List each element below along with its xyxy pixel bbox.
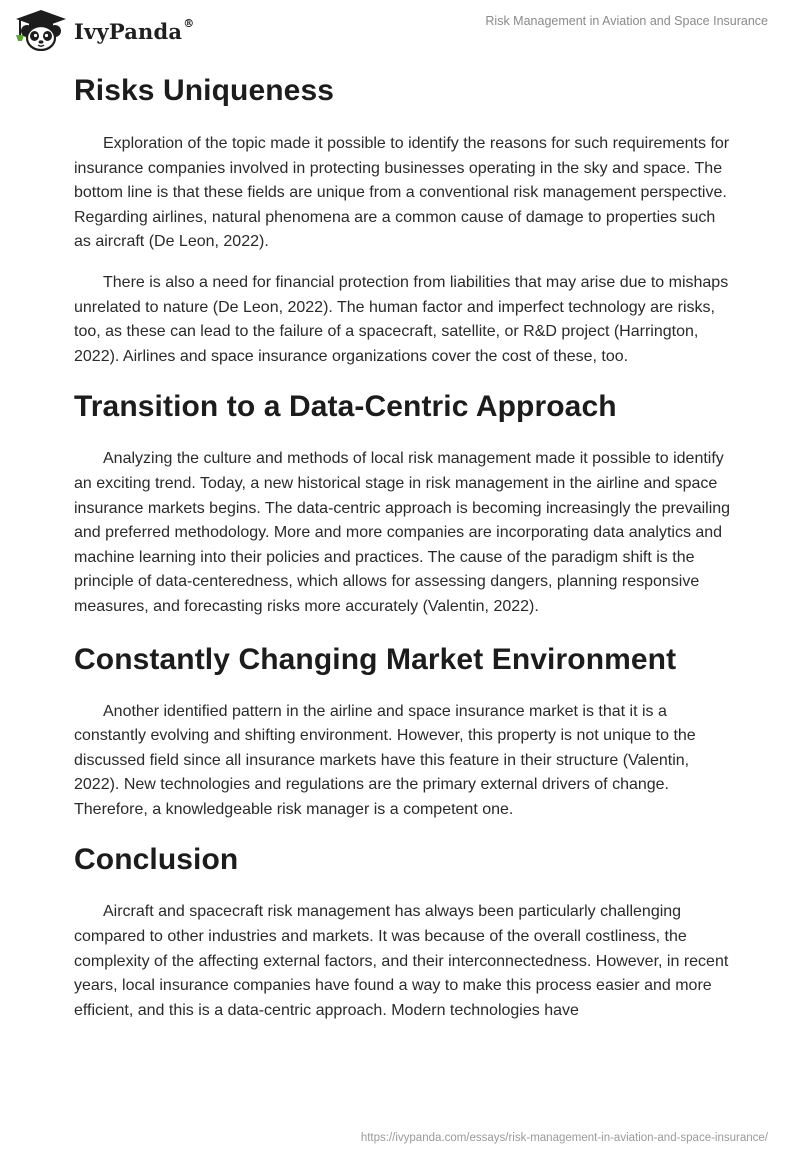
paragraph: Analyzing the culture and methods of local risk management made it possible to identify an exciting trend. Today, a new historical stage in risk management in the airline and space insurance markets begins. The data-centric approach is becoming increasingly the prevailing and preferred methodology. More and more companies are incorporating data analytics and machine learning into their policies and practices. The cause of the paradigm shift is the principle of data-centeredness, which allows for assessing dangers, planning responsive measures, and forecasting risks more accurately (Valentin, 2022). <box>74 450 731 615</box>
paragraph: Another identified pattern in the airline and space insurance market is that it is a constantly evolving and shifting environment. However, this property is not unique to the discussed field since all insurance markets have this feature in their structure (Valentin, 2022). New technologies and regulations are the primary external drivers of change. Therefore, a knowledgeable risk manager is a competent one. <box>74 702 696 818</box>
section-heading-risks-uniqueness: Risks Uniqueness <box>74 74 335 107</box>
paragraph: There is also a need for financial protection from liabilities that may arise due to mishaps unrelated to nature (De Leon, 2022). The human factor and imperfect technology are risks, too, as these can lead to the failure of a spacecraft, satellite, or R&D project (Harrington, 2022). Airlines and space insurance organizations cover the cost of these, too. <box>74 273 729 365</box>
paragraph: Aircraft and spacecraft risk management has always been particularly challenging compared to other industries and markets. It was because of the overall costliness, the complexity of the affecting external factors, and their interconnectedness. However, in recent years, local insurance companies have found a way to make this process easier and more efficient, and this is a data-centric approach. Modern technologies have <box>74 903 729 1019</box>
page-header <box>0 0 800 60</box>
section-heading-conclusion: Conclusion <box>74 843 239 877</box>
paragraph: Exploration of the topic made it possible to identify the reasons for such requirements for insurance companies involved in protecting businesses operating in the sky and space. The bottom line is that these fields are unique from a conventional risk management perspective. Regarding airlines, natural phenomena are a common cause of damage to properties such as aircraft (De Leon, 2022). <box>74 135 730 251</box>
panda-graduate-icon <box>14 9 68 51</box>
brand-logo[interactable] <box>14 9 194 51</box>
source-url[interactable]: https://ivypanda.com/essays/risk-management-in-aviation-and-space-insurance/ <box>360 1132 768 1144</box>
section-heading-market-environment: Constantly Changing Market Environment <box>74 642 677 676</box>
essay-body <box>74 68 734 1023</box>
document-title: Risk Management in Aviation and Space Insurance <box>485 14 768 28</box>
registered-mark: ® <box>183 16 195 30</box>
section-heading-data-centric-approach: Transition to a Data-Centric Approach <box>74 390 617 424</box>
brand-name: IvyPanda® <box>74 16 195 44</box>
